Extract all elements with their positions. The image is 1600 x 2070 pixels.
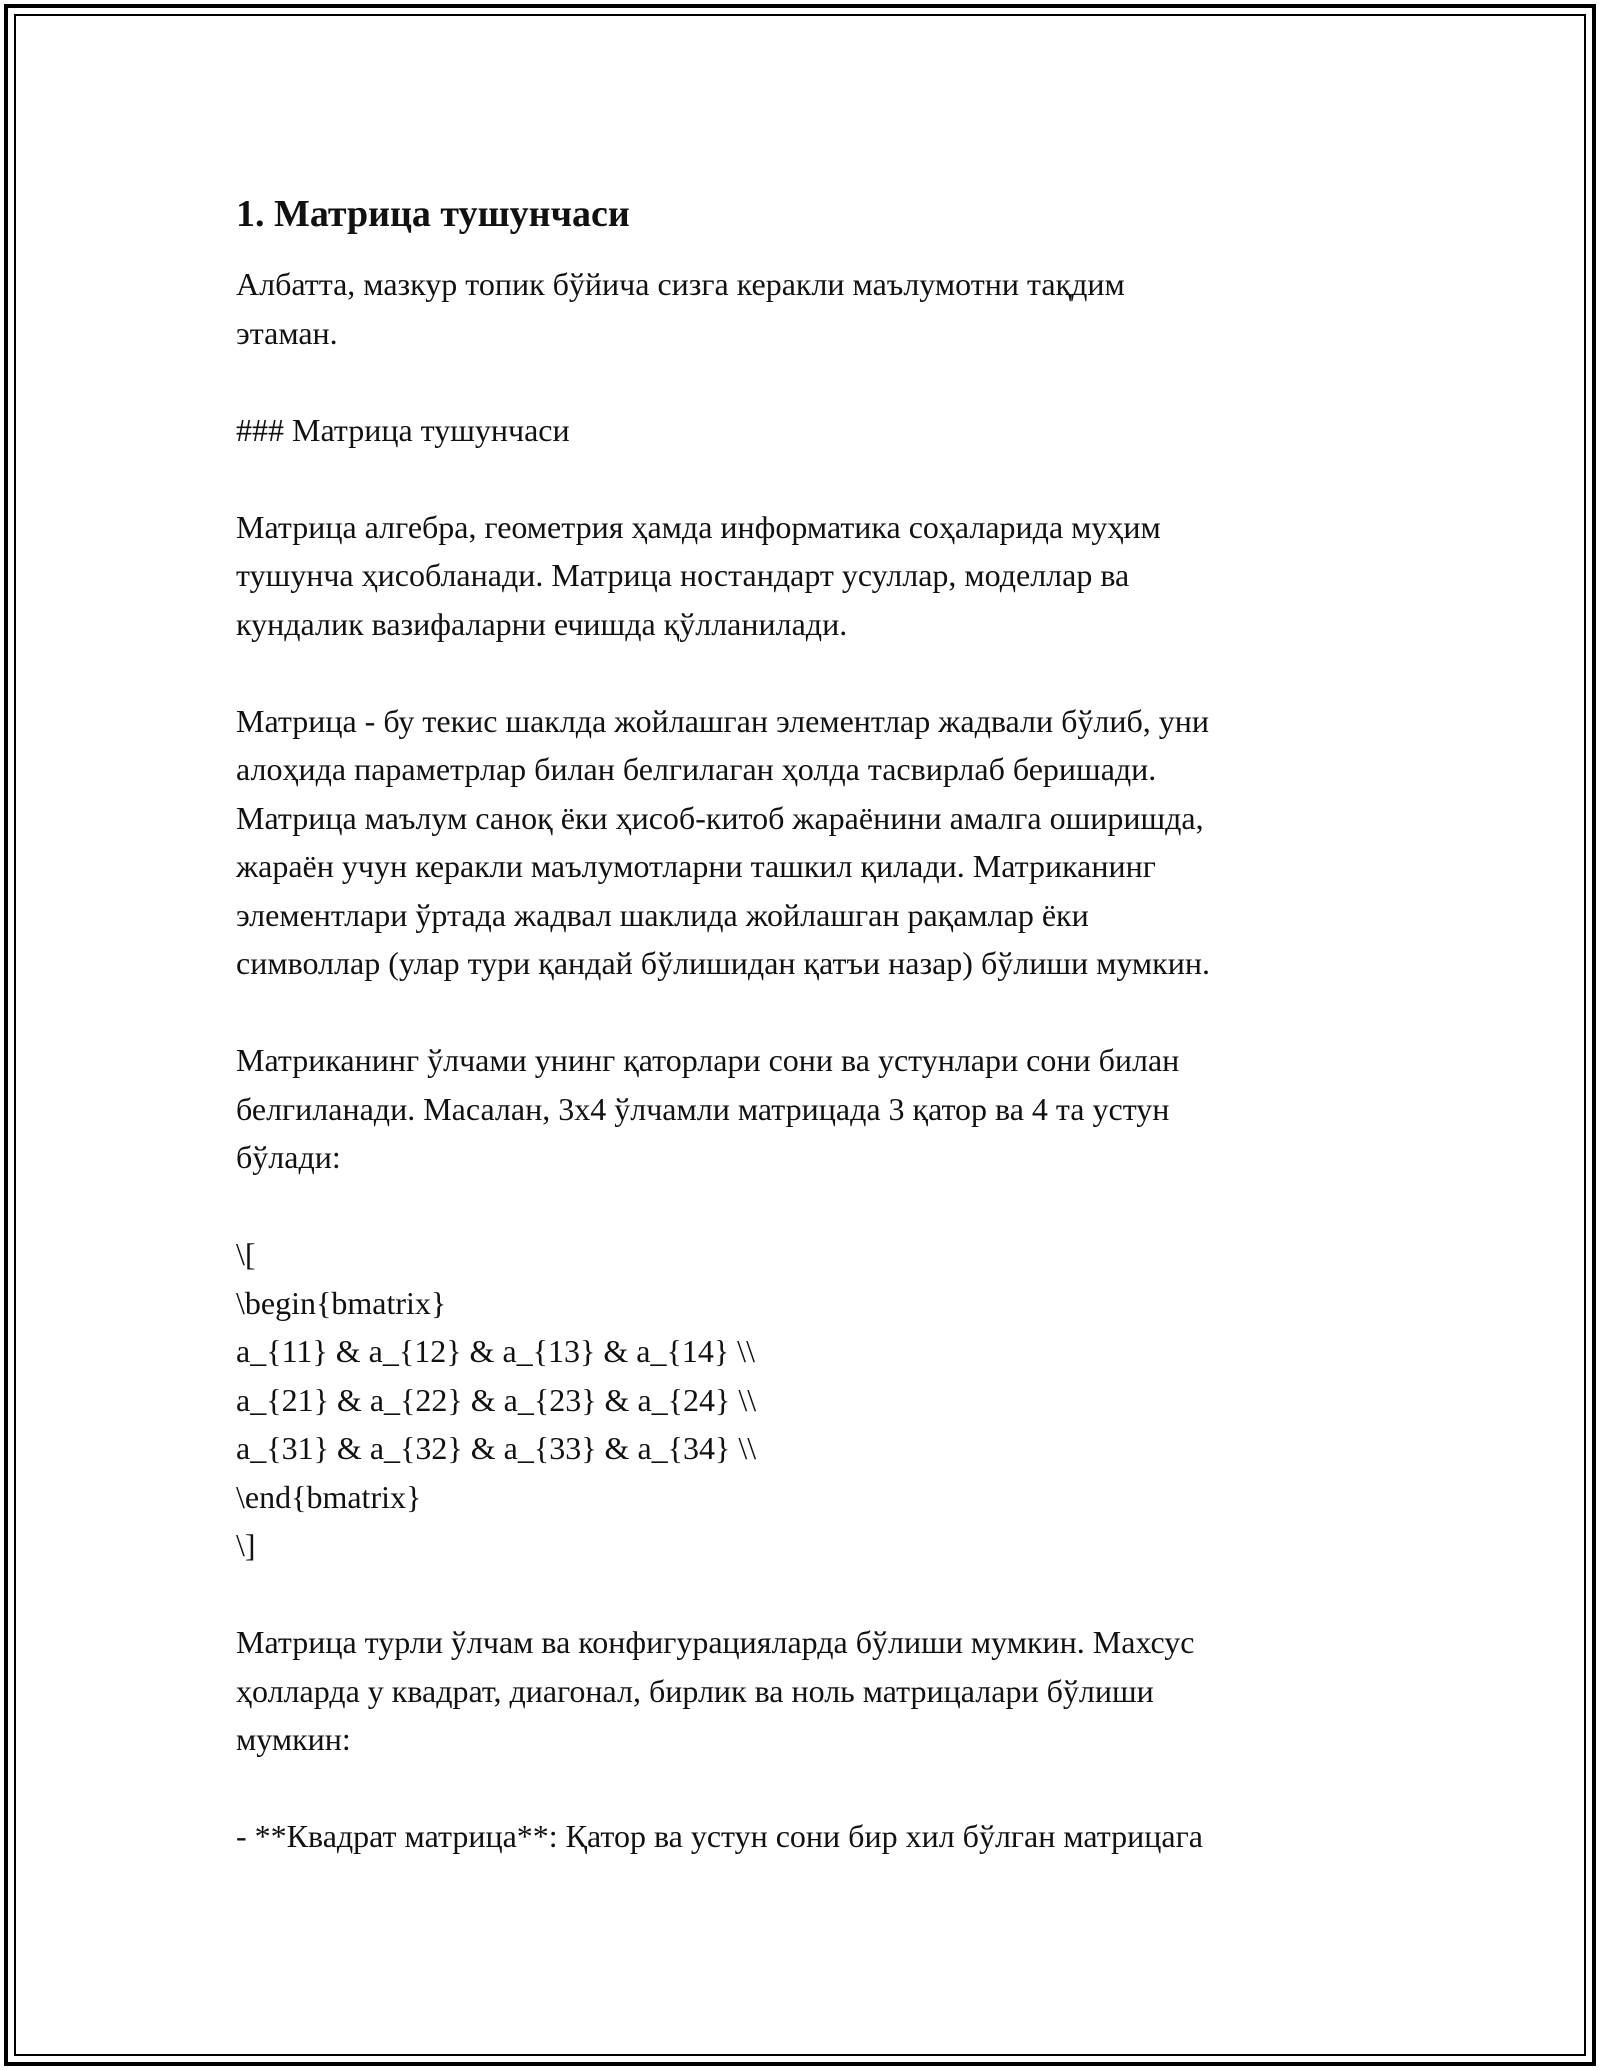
text-line: алоҳида параметрлар билан белгилаган ҳолда тасвирлаб беришади. — [236, 751, 1157, 787]
text-line: Албатта, мазкур топик бўйича сизга керакли маълумотни тақдим — [236, 266, 1125, 302]
text-line: мумкин: — [236, 1721, 351, 1757]
paragraph-gap — [236, 988, 1376, 1037]
paragraph-gap — [236, 1764, 1376, 1813]
text-line: Матрица турли ўлчам ва конфигурацияларда бўлиши мумкин. Махсус — [236, 1624, 1195, 1660]
latex-line: a_{21} & a_{22} & a_{23} & a_{24} \\ — [236, 1381, 757, 1418]
text-line: элементлари ўртада жадвал шаклида жойлашган рақамлар ёки — [236, 896, 1089, 933]
text-line: Матрица маълум саноқ ёки ҳисоб-китоб жараёнини амалга оширишда, — [236, 799, 1204, 836]
text-line: ҳолларда у квадрат, диагонал, бирлик ва ноль матрицалари бўлиши — [236, 1672, 1154, 1709]
text-line: кундалик вазифаларни ечишда қўлланилади. — [236, 605, 848, 642]
intro-paragraph — [236, 260, 1376, 357]
list-item: - **Квадрат матрица**: Қатор ва устун сони бир хил бўлган матрицага — [236, 1818, 1203, 1854]
text-line: символлар (улар тури қандай бўлишидан қатъи назар) бўлиши мумкин. — [236, 945, 1210, 981]
paragraph-definition — [236, 503, 1376, 649]
latex-line: \] — [236, 1527, 256, 1563]
text-line: Матрица - бу текис шаклда жойлашган элементлар жадвали бўлиб, уни — [236, 702, 1210, 739]
latex-line: \[ — [236, 1236, 256, 1272]
text-line: белгиланади. Масалан, 3x4 ўлчамли матрицада 3 қатор ва 4 та устун — [236, 1090, 1170, 1127]
paragraph-matrix-types — [236, 1618, 1376, 1764]
list-square-matrix — [236, 1812, 1376, 1861]
latex-matrix-block — [236, 1230, 1376, 1570]
paragraph-gap — [236, 454, 1376, 503]
latex-line: \end{bmatrix} — [236, 1478, 422, 1515]
paragraph-description — [236, 697, 1376, 988]
document-heading: 1. Матрица тушунчаси — [236, 193, 630, 235]
text-line: тушунча ҳисобланади. Матрица ностандарт усуллар, моделлар ва — [236, 557, 1130, 593]
latex-line: a_{11} & a_{12} & a_{13} & a_{14} \\ — [236, 1333, 755, 1369]
paragraph-gap — [236, 357, 1376, 406]
text-line: Матрица алгебра, геометрия ҳамда информатика соҳаларида муҳим — [236, 508, 1161, 545]
paragraph-dimensions — [236, 1036, 1376, 1182]
latex-line: \begin{bmatrix} — [236, 1284, 447, 1321]
text-line: жараён учун керакли маълумотларни ташкил қилади. Матриканинг — [236, 848, 1156, 884]
text-line: бўлади: — [236, 1139, 341, 1175]
paragraph-gap — [236, 1182, 1376, 1231]
text-line: Матриканинг ўлчами унинг қаторлари сони ва устунлари сони билан — [236, 1042, 1180, 1078]
markdown-subheading: ### Матрица тушунчаси — [236, 411, 570, 448]
paragraph-gap — [236, 648, 1376, 697]
text-line: этаман. — [236, 314, 338, 351]
latex-line: a_{31} & a_{32} & a_{33} & a_{34} \\ — [236, 1430, 757, 1466]
document-body — [236, 188, 1376, 1861]
paragraph-gap — [236, 1570, 1376, 1619]
